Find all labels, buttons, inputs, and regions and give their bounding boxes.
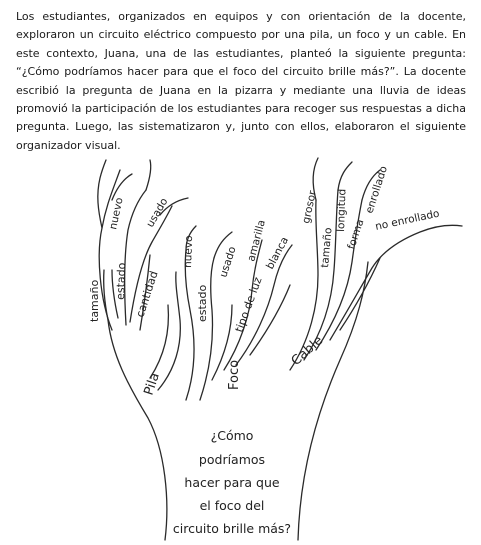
pila-leaf-usado: usado <box>144 196 171 230</box>
question-line-5: circuito brille más? <box>172 521 292 536</box>
cable-leaf-tamano: tamaño <box>319 227 335 269</box>
cable-leaf-enrollado: enrollado <box>363 164 390 215</box>
foco-leaf-nuevo: nuevo <box>182 235 196 269</box>
pila-leaf-tamano: tamaño <box>88 279 101 322</box>
question-line-3: hacer para que <box>184 475 280 490</box>
cable-label: Cable <box>288 333 327 369</box>
cable-leaf-longitud: longitud <box>335 188 349 233</box>
question-line-2: podríamos <box>198 452 266 467</box>
trunk-question <box>173 428 291 536</box>
foco-label: Foco <box>227 359 242 390</box>
question-line-1: ¿Cómo <box>210 428 254 443</box>
pila-leaf-estado: estado <box>114 262 129 301</box>
foco-leaf-amarilla: amarilla <box>245 218 268 263</box>
pila-leaf-nuevo: nuevo <box>107 196 126 231</box>
pila-leaf-cantidad: cantidad <box>133 269 161 319</box>
question-line-4: el foco del <box>199 498 265 513</box>
foco-leaf-blanca: blanca <box>264 234 292 272</box>
cable-leaf-no-enrollado: no enrollado <box>374 207 441 233</box>
foco-leaf-tipo-de-luz: tipo de luz <box>232 275 265 335</box>
cable-leaf-grosor: grosor <box>300 189 319 225</box>
intro-paragraph: Los estudiantes, organizados en equipos y con orientación de la docente, exploraron un circuito eléctrico compuesto por una pila, un foco y un cable. En este contexto, Juana, una de las estudiantes, planteó la siguiente pregunta: “¿Cómo podríamos hacer para que el foco del circuito brille más?”. La docente escribió la pregunta de Juana en la pizarra y mediante una lluvia de ideas promovió la participación de los estudiantes para recoger sus respuestas a dicha pregunta. Luego, las sistematizaron y, junto con ellos, elaboraron el siguiente organizador visual. <box>16 10 466 152</box>
pila-label: Pila <box>141 370 163 398</box>
pila-branch <box>98 160 188 390</box>
foco-leaf-estado: estado <box>196 284 209 322</box>
cable-leaf-forma: forma <box>345 217 367 251</box>
foco-leaf-usado: usado <box>217 245 239 279</box>
